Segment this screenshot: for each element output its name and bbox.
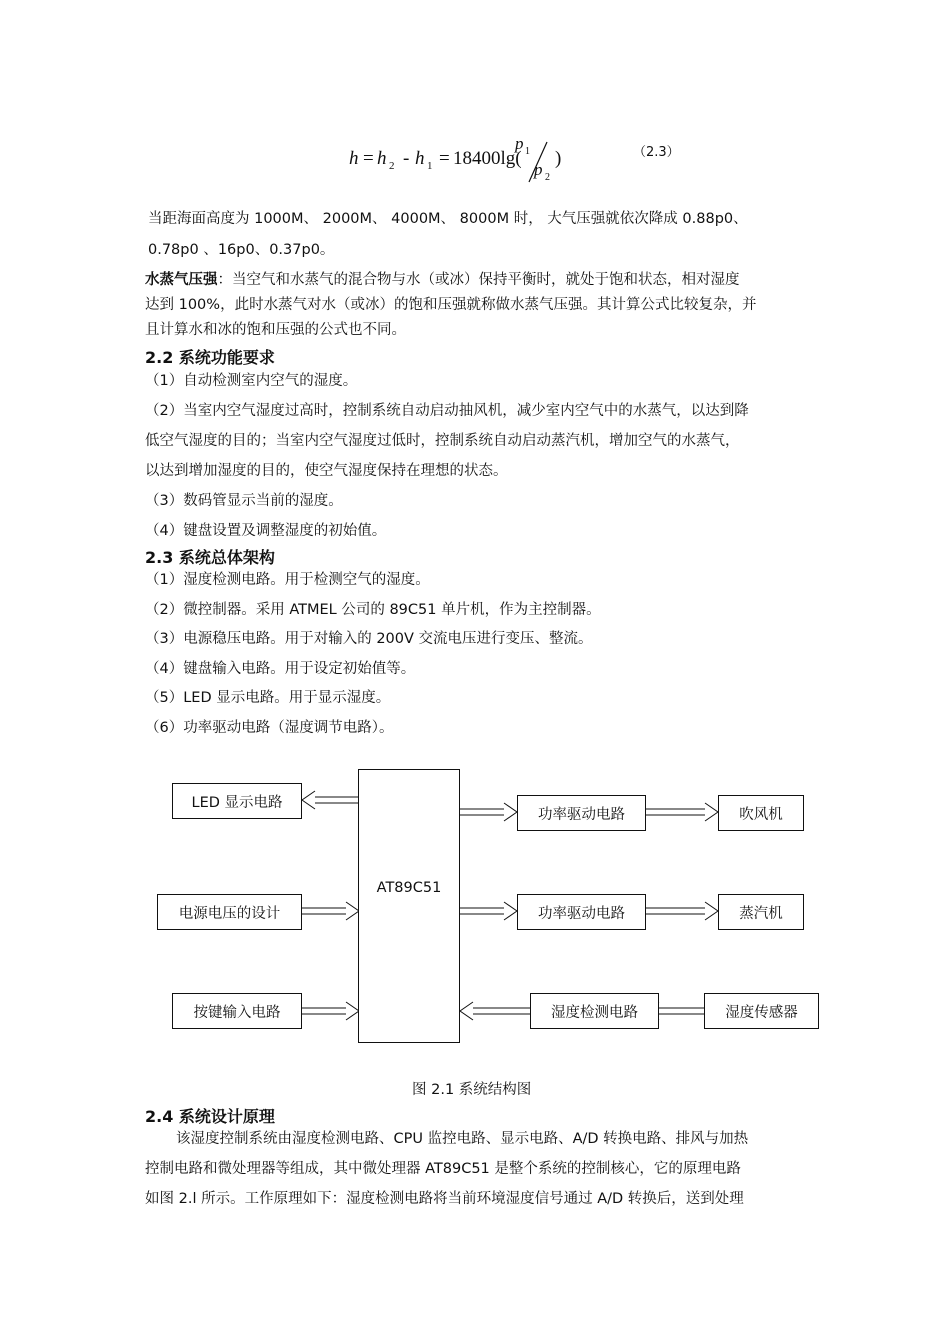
section-2-3-item-3: （3）电源稳压电路。用于对输入的 200V 交流电压进行变压、整流。: [145, 631, 593, 647]
vapor-line-1: ：当空气和水蒸气的混合物与水（或冰）保持平衡时，就处于饱和状态，相对湿度: [217, 272, 740, 288]
eq-h2-sub: 2: [389, 160, 395, 172]
power-driver-block-1: [517, 795, 646, 831]
section-2-4-heading: 2.4 系统设计原理: [145, 1107, 275, 1126]
humidity-detect-label: 湿度检测电路: [551, 1004, 638, 1021]
section-2-3-item-1: （1）湿度检测电路。用于检测空气的湿度。: [145, 572, 430, 588]
vapor-line-3: 且计算水和冰的饱和压强的公式也不同。: [145, 322, 406, 338]
section-2-4-line-2: 控制电路和微处理器等组成，其中微处理器 AT89C51 是整个系统的控制核心，它的原理电路: [145, 1161, 741, 1177]
eq-p2-sub: 2: [545, 172, 550, 183]
mcu-label: AT89C51: [376, 880, 442, 896]
fan-label: 吹风机: [739, 806, 783, 823]
eq-minus: -: [403, 148, 410, 169]
section-2-4-line-3: 如图 2.l 所示。工作原理如下：湿度检测电路将当前环境湿度信号通过 A/D 转换后，送到处理: [145, 1191, 744, 1207]
eq-constant: 18400lg(: [453, 148, 522, 169]
steamer-block: [718, 894, 804, 930]
vapor-line-2: 达到 100%，此时水蒸气对水（或冰）的饱和压强就称做水蒸气压强。其计算公式比较复杂，并: [145, 297, 757, 313]
power-supply-block: [157, 894, 302, 930]
power-supply-label: 电源电压的设计: [178, 905, 281, 922]
section-2-2-item-4: （4）键盘设置及调整湿度的初始值。: [145, 523, 387, 539]
section-2-2-item-1: （1）自动检测室内空气的湿度。: [145, 373, 358, 389]
eq-equals-2: =: [439, 148, 450, 169]
section-2-3-item-6: （6）功率驱动电路（湿度调节电路）。: [145, 720, 394, 736]
power-driver-label-1: 功率驱动电路: [538, 806, 625, 823]
section-2-2-item-2-line-3: 以达到增加湿度的目的，使空气湿度保持在理想的状态。: [145, 463, 508, 479]
led-display-label: LED 显示电路: [191, 794, 283, 811]
section-2-3-item-2: （2）微控制器。采用 ATMEL 公司的 89C51 单片机，作为主控制器。: [145, 602, 601, 618]
vapor-term: 水蒸气压强: [145, 272, 218, 288]
section-2-2-item-2-line-1: （2）当室内空气湿度过高时，控制系统自动启动抽风机，减少室内空气中的水蒸气，以达到降: [145, 403, 749, 419]
eq-h2: h: [377, 148, 387, 169]
arrow-detect-to-mcu: [460, 1002, 530, 1020]
eq-h: h: [349, 148, 359, 169]
power-driver-label-2: 功率驱动电路: [538, 905, 625, 922]
section-2-4-line-1: 该湿度控制系统由湿度检测电路、CPU 监控电路、显示电路、A/D 转换电路、排风与加热: [176, 1131, 749, 1147]
eq-close-paren: ): [555, 148, 562, 169]
section-2-2-heading: 2.2 系统功能要求: [145, 348, 275, 367]
humidity-detect-block: [530, 993, 659, 1029]
arrow-mcu-to-led: [302, 791, 358, 809]
eq-equals-1: =: [363, 148, 374, 169]
section-2-3-item-5: （5）LED 显示电路。用于显示湿度。: [145, 690, 391, 706]
figure-caption: 图 2.1 系统结构图: [412, 1082, 532, 1098]
eq-p1: p: [515, 134, 524, 153]
eq-p2: p: [534, 160, 543, 179]
mcu-block: [358, 769, 460, 1043]
eq-h1: h: [415, 148, 425, 169]
led-display-block: [172, 783, 302, 819]
eq-h1-sub: 1: [427, 160, 433, 172]
keyboard-input-label: 按键输入电路: [193, 1004, 281, 1021]
section-2-2-item-3: （3）数码管显示当前的湿度。: [145, 493, 343, 509]
section-2-2-item-2-line-2: 低空气湿度的目的；当室内空气湿度过低时，控制系统自动启动蒸汽机，增加空气的水蒸气，: [145, 433, 740, 449]
section-2-3-heading: 2.3 系统总体架构: [145, 548, 275, 567]
eq-p1-sub: 1: [525, 146, 530, 157]
arrow-driver-2-to-steamer: [646, 902, 718, 920]
arrow-driver-1-to-fan: [646, 803, 718, 821]
humidity-sensor-label: 湿度传感器: [725, 1004, 798, 1021]
arrow-mcu-to-driver-1: [460, 803, 517, 821]
arrow-mcu-to-driver-2: [460, 902, 517, 920]
keyboard-input-block: [172, 993, 302, 1029]
steamer-label: 蒸汽机: [739, 905, 783, 922]
fan-block: [718, 795, 804, 831]
equation-number: （2.3）: [633, 145, 680, 160]
humidity-sensor-block: [704, 993, 819, 1029]
arrow-power-to-mcu: [302, 902, 359, 920]
intro-line-1: 当距海面高度为 1000M、 2000M、 4000M、 8000M 时， 大气压强就依次降成 0.88p0、: [148, 211, 748, 227]
power-driver-block-2: [517, 894, 646, 930]
arrow-keyboard-to-mcu: [302, 1002, 359, 1020]
intro-line-2: 0.78p0 、16p0、0.37p0。: [148, 242, 335, 258]
section-2-3-item-4: （4）键盘输入电路。用于设定初始值等。: [145, 661, 416, 677]
